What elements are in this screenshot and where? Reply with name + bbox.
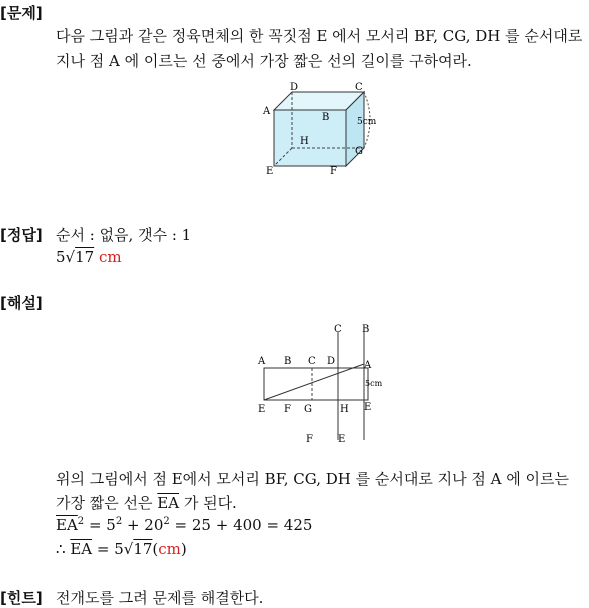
net-label-top-4: D [327,356,336,367]
hint-text: 전개도를 그려 문제를 해결한다. [56,589,264,607]
net-label-bottom-5: E [364,402,372,413]
net-label-down-left: F [306,434,313,445]
net-label-bottom-2: F [284,404,291,415]
cube-label-d: D [290,82,299,93]
problem-line-1: 다음 그림과 같은 정육면체의 한 꼭짓점 E 에서 모서리 BF, CG, DH 를 순서대로 [56,27,583,45]
cube-label-a: A [263,106,271,117]
problem-line-2: 지나 점 A 에 이르는 선 중에서 가장 짧은 선의 길이를 구하여라. [56,52,472,70]
net-label-top-3: C [308,356,316,367]
cube-label-h: H [300,136,309,147]
answer-tag: [정답] [0,226,43,244]
net-label-up-right: B [362,324,370,335]
cube-label-f: F [330,166,337,176]
cube-label-c: C [355,82,363,93]
net-label-down-right: E [338,434,346,445]
net-label-top-1: A [258,356,266,367]
cube-figure [262,80,392,176]
explanation-tag: [해설] [0,294,43,312]
net-label-bottom-1: E [258,404,266,415]
net-side-label: 5cm [365,379,383,388]
answer-line-1: 순서 : 없음, 갯수 : 1 [56,226,192,244]
net-label-bottom-4: H [340,404,349,415]
explanation-eq-2: ∴ $\overline{EA} = 5√17(cm)$ [56,540,187,558]
explanation-line-1: 위의 그림에서 점 E에서 모서리 BF, CG, DH 를 순서대로 지나 점 A 에 이르는 [56,470,569,488]
net-label-top-right: A [364,360,372,371]
net-label-up-mid: C [334,324,342,335]
cube-label-e: E [266,166,274,176]
problem-tag: [문제] [0,4,43,22]
hint-tag: [힌트] [0,589,43,607]
cube-label-g: G [355,146,363,157]
answer-value: 5√17 cm [56,248,122,266]
cube-label-b: B [322,112,330,123]
net-label-top-2: B [284,356,292,367]
explanation-eq-1: $\overline{EA}^2 = 5^2 + 20^2 = 25 + 400 = 425$ [56,516,313,534]
cube-edge-label: 5cm [357,117,377,127]
net-label-bottom-3: G [304,404,312,415]
explanation-line-2: 가장 짧은 선은 $\overline{EA}$ 가 된다. [56,494,237,512]
net-figure [254,318,394,446]
